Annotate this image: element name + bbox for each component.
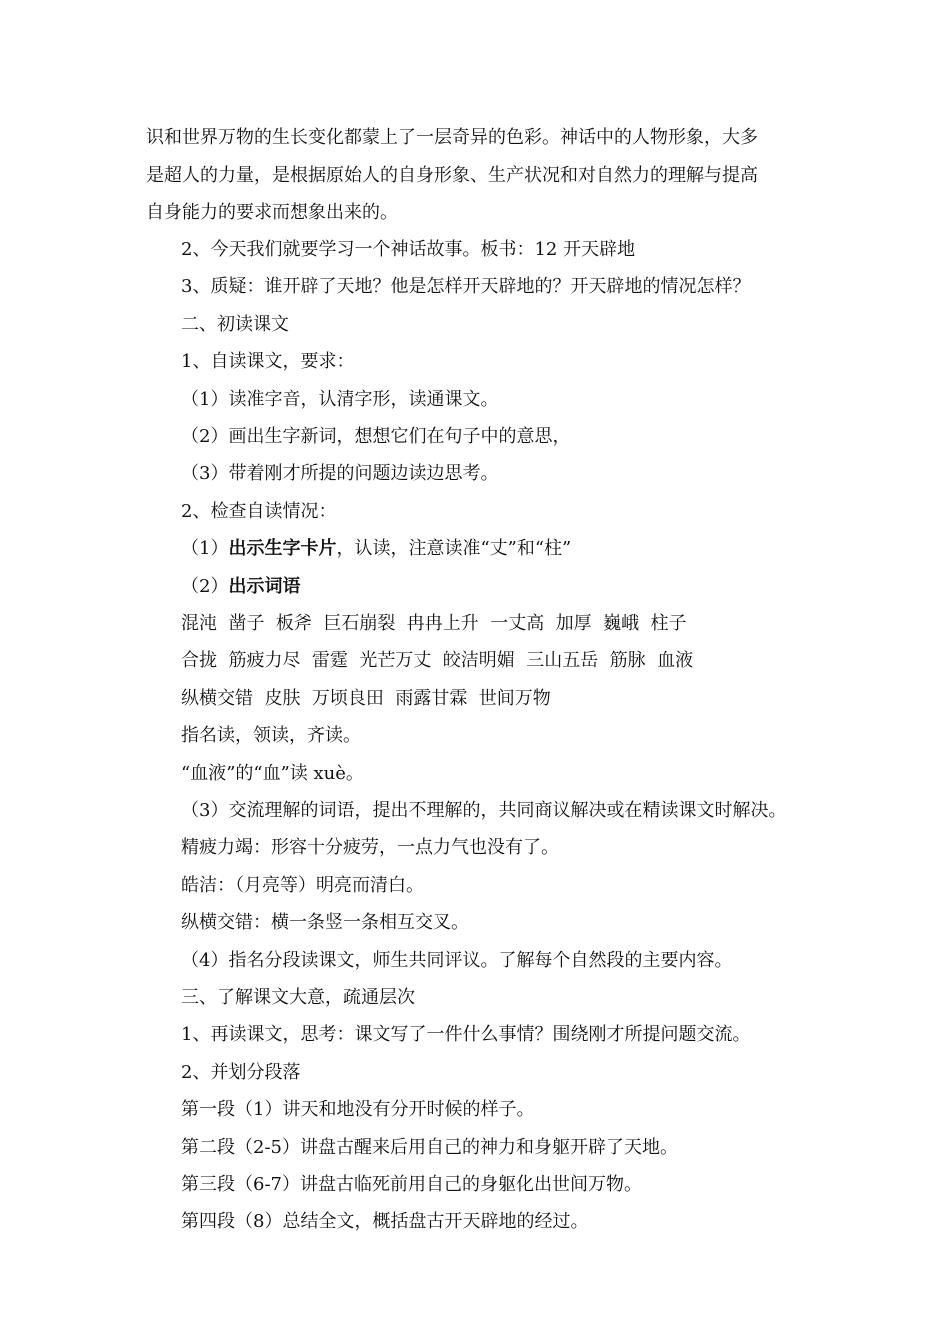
read-note: 指名读，领读，齐读。 — [181, 725, 361, 746]
step-3: 3、质疑：谁开辟了天地？他是怎样开天辟地的？开天辟地的情况怎样？ — [181, 276, 751, 297]
requirement-1: （1）读准字音，认清字形，读通课文。 — [181, 389, 499, 410]
requirement-3: （3）带着刚才所提的问题边读边思考。 — [181, 463, 499, 484]
word-line-1: 混沌 凿子 板斧 巨石崩裂 冉冉上升 一丈高 加厚 巍峨 柱子 — [181, 613, 687, 634]
word-line-3: 纵横交错 皮肤 万顷良田 雨露甘霖 世间万物 — [181, 688, 551, 709]
check-3: （3）交流理解的词语，提出不理解的，共同商议解决或在精读课文时解决。 — [181, 800, 787, 821]
intro-line-1: 识和世界万物的生长变化都蒙上了一层奇异的色彩。神话中的人物形象，大多 — [146, 127, 758, 148]
definition-1: 精疲力竭：形容十分疲劳，一点力气也没有了。 — [181, 837, 559, 858]
check-2-bold: 出示词语 — [228, 576, 301, 597]
check-1 — [181, 537, 571, 561]
step-2: 2、今天我们就要学习一个神话故事。板书：12 开天辟地 — [181, 239, 636, 260]
check-2 — [181, 575, 300, 599]
section-3-item-2: 2、并划分段落 — [181, 1062, 301, 1083]
section-2-heading: 二、初读课文 — [181, 314, 289, 335]
definition-2: 皓洁：（月亮等）明亮而清白。 — [181, 875, 424, 896]
pronunciation-note: “血液”的“血”读 xuè。 — [181, 763, 364, 784]
section-3-heading: 三、了解课文大意，疏通层次 — [181, 987, 415, 1008]
check-1-prefix: （1） — [181, 538, 229, 559]
paragraph-division-3: 第三段（6-7）讲盘古临死前用自己的身躯化出世间万物。 — [181, 1174, 642, 1195]
check-1-rest: ，认读，注意读准“丈”和“柱” — [336, 538, 572, 559]
check-2-prefix: （2） — [181, 576, 229, 597]
definition-3: 纵横交错：横一条竖一条相互交叉。 — [181, 912, 469, 933]
section-2-item-2: 2、检查自读情况： — [181, 501, 337, 522]
requirement-2: （2）画出生字新词，想想它们在句子中的意思， — [181, 426, 571, 447]
paragraph-division-1: 第一段（1）讲天和地没有分开时候的样子。 — [181, 1099, 535, 1120]
check-1-bold: 出示生字卡片 — [228, 538, 337, 559]
section-2-item-1: 1、自读课文，要求： — [181, 351, 355, 372]
paragraph-division-4: 第四段（8）总结全文，概括盘古开天辟地的经过。 — [181, 1211, 589, 1232]
intro-line-3: 自身能力的要求而想象出来的。 — [146, 202, 398, 223]
section-3-item-1: 1、再读课文，思考：课文写了一件什么事情？围绕刚才所提问题交流。 — [181, 1024, 751, 1045]
paragraph-division-2: 第二段（2-5）讲盘古醒来后用自己的神力和身躯开辟了天地。 — [181, 1137, 678, 1158]
check-4: （4）指名分段读课文，师生共同评议。了解每个自然段的主要内容。 — [181, 950, 733, 971]
word-line-2: 合拢 筋疲力尽 雷霆 光芒万丈 皎洁明媚 三山五岳 筋脉 血液 — [181, 650, 694, 671]
intro-line-2: 是超人的力量，是根据原始人的自身形象、生产状况和对自然力的理解与提高 — [146, 165, 758, 186]
